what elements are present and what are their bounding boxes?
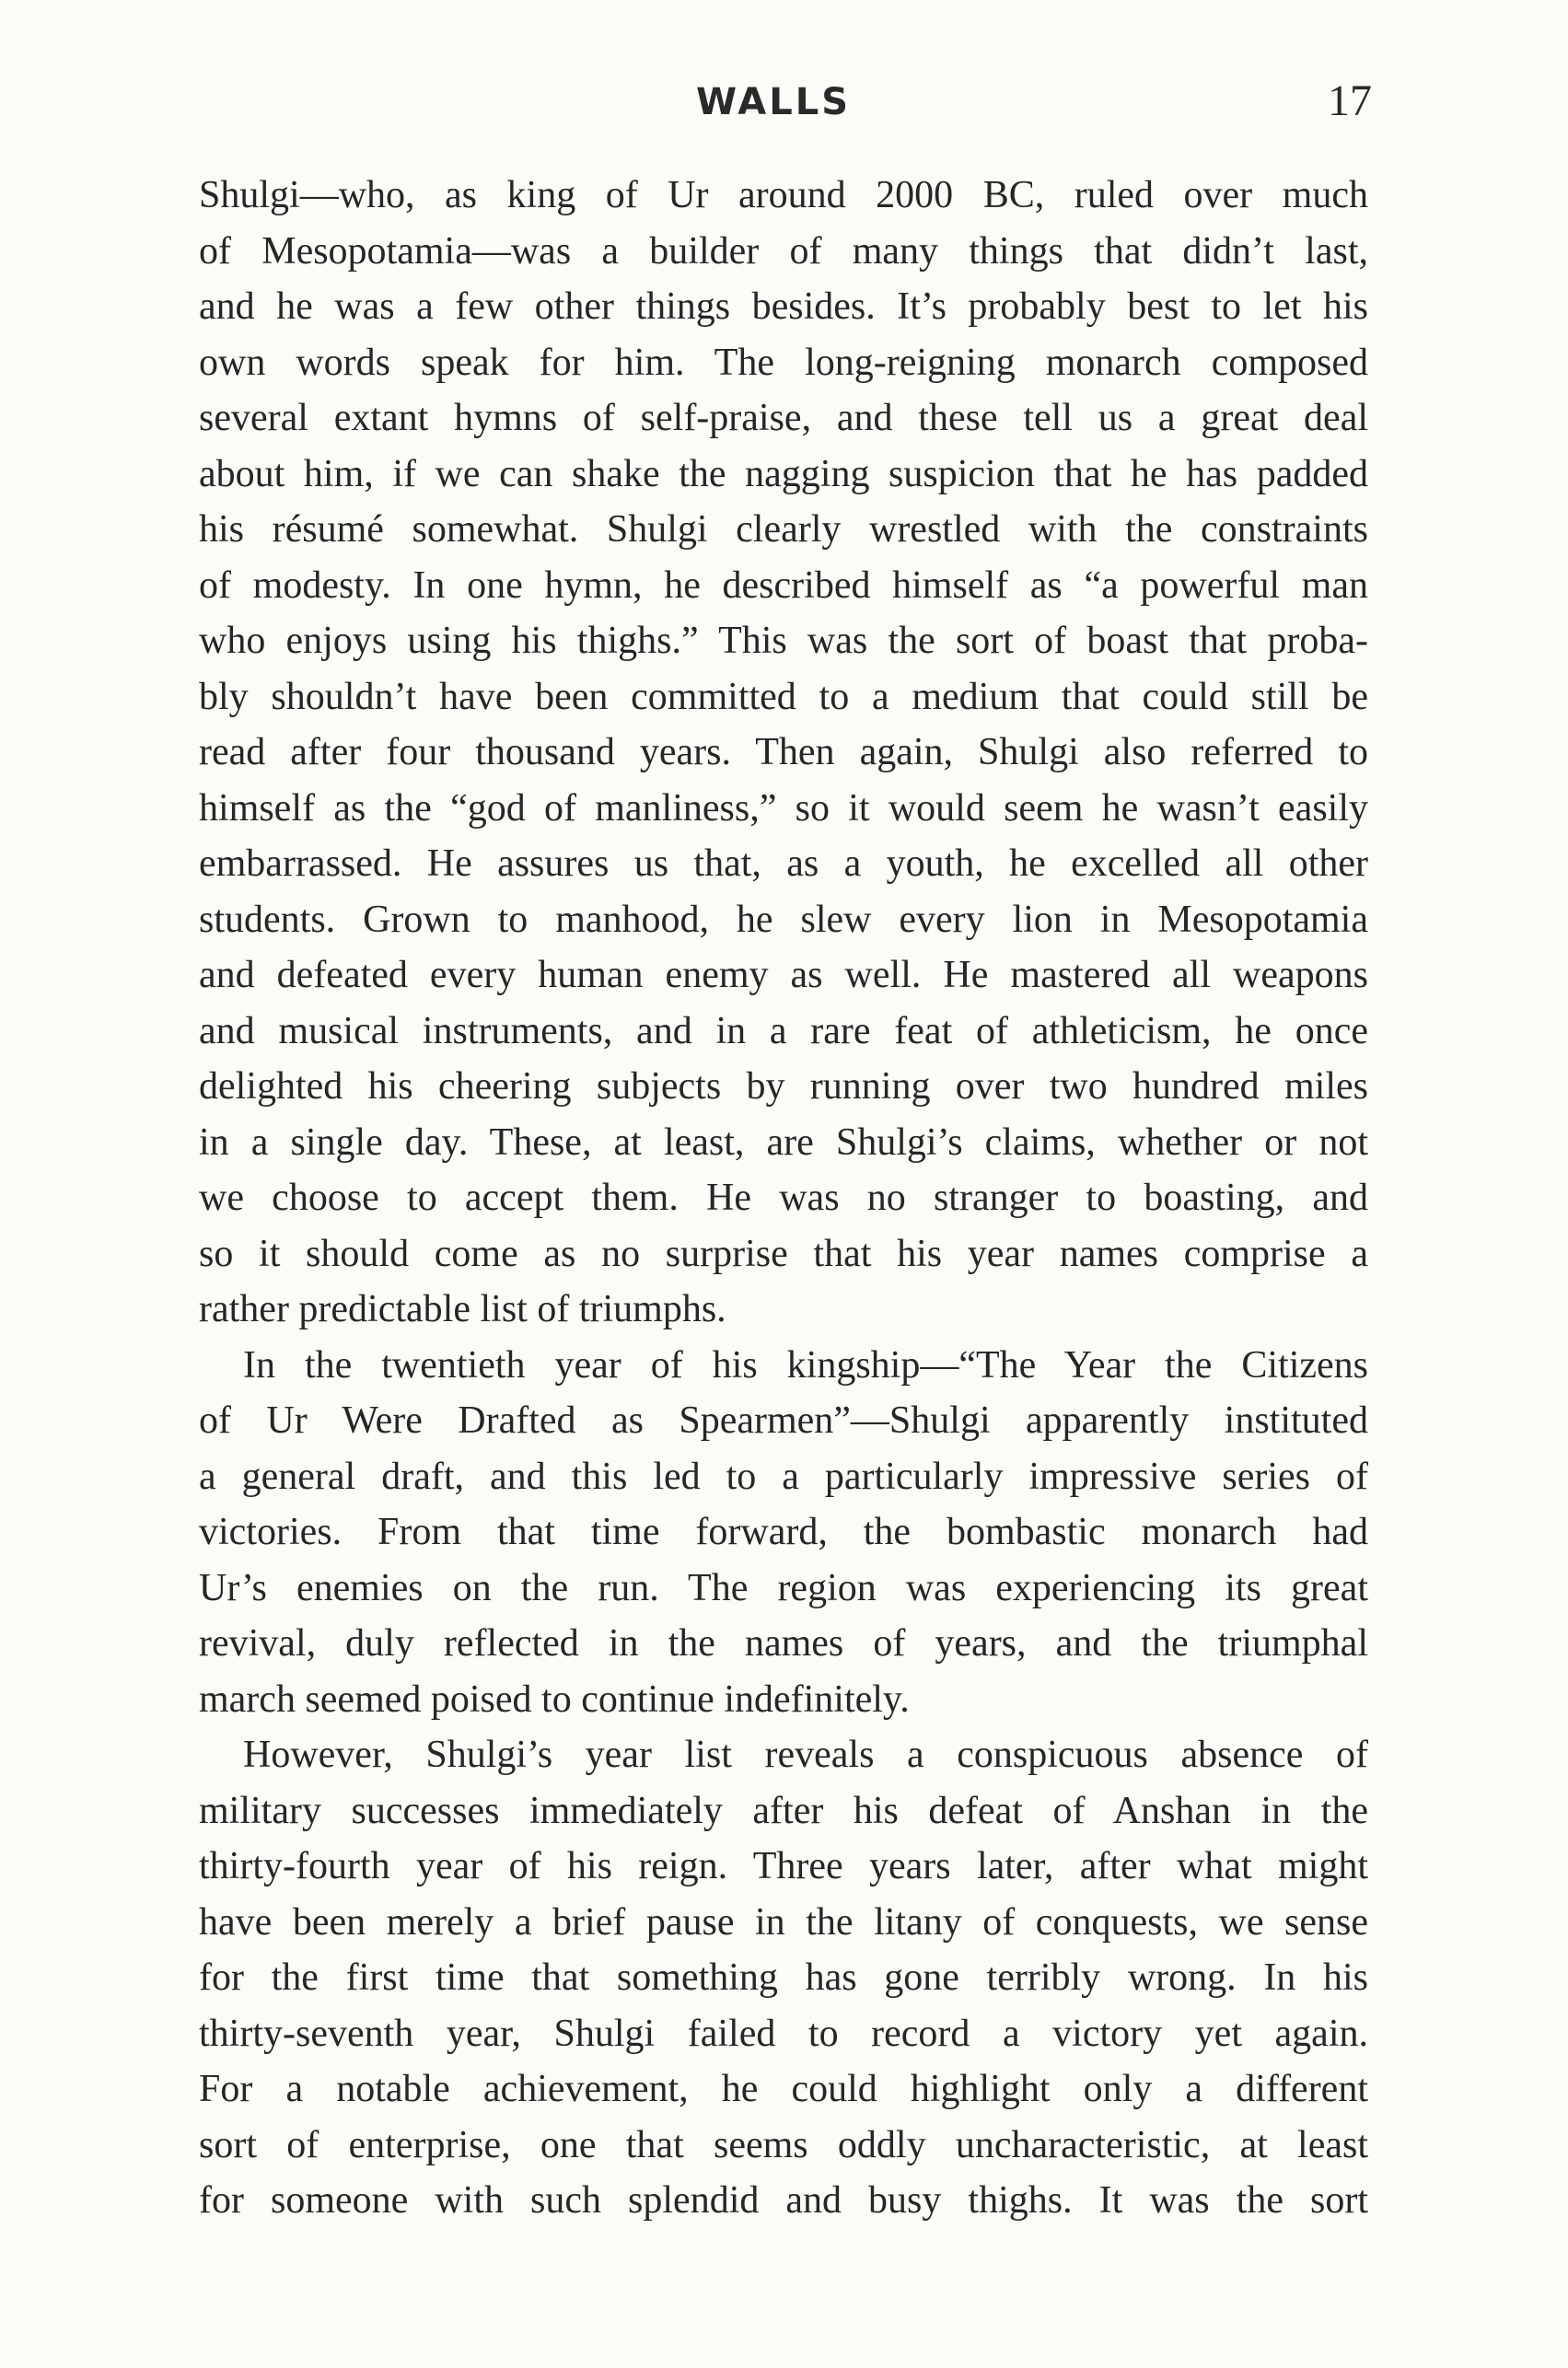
text-line: in a single day. These, at least, are Shulgi’s claims, whether or not (199, 1120, 1368, 1164)
text-line: and he was a few other things besides. It’s probably best to let his (199, 285, 1368, 328)
text-line: about him, if we can shake the nagging suspicion that he has padded (199, 452, 1368, 495)
text-line: have been merely a brief pause in the litany of conquests, we sense (199, 1900, 1368, 1944)
text-line: embarrassed. He assures us that, as a youth, he excelled all other (199, 842, 1368, 885)
text-line: victories. From that time forward, the bombastic monarch had (199, 1511, 1368, 1553)
text-line: read after four thousand years. Then again, Shulgi also referred to (199, 731, 1368, 773)
text-line: However, Shulgi’s year list reveals a conspicuous absence of (243, 1734, 1368, 1776)
text-line: revival, duly reflected in the names of years, and the triumphal (199, 1622, 1368, 1665)
chapter-title: WALLS (695, 81, 852, 123)
text-line: and musical instruments, and in a rare feat of athleticism, he once (199, 1009, 1368, 1052)
text-line: military successes immediately after his defeat of Anshan in the (199, 1789, 1368, 1832)
text-line: In the twentieth year of his kingship—“The Year the Citizens (243, 1343, 1368, 1387)
text-line: for the first time that something has gone terribly wrong. In his (199, 1956, 1368, 1999)
text-line: of Mesopotamia—was a builder of many things that didn’t last, (199, 229, 1368, 273)
text-line: own words speak for him. The long-reigning monarch composed (199, 341, 1368, 384)
text-line: a general draft, and this led to a particularly impressive series of (199, 1455, 1368, 1498)
text-line: himself as the “god of manliness,” so it would seem he wasn’t easily (199, 786, 1368, 830)
text-line: Shulgi—who, as king of Ur around 2000 BC, ruled over much (199, 174, 1368, 216)
text-line: thirty-fourth year of his reign. Three years later, after what might (199, 1845, 1368, 1887)
text-line: bly shouldn’t have been committed to a medium that could still be (199, 675, 1368, 718)
text-line: who enjoys using his thighs.” This was the sort of boast that proba- (199, 620, 1368, 662)
text-line: For a notable achievement, he could highlight only a different (199, 2068, 1368, 2110)
body-text (199, 168, 1368, 2229)
text-line: delighted his cheering subjects by running over two hundred miles (199, 1065, 1368, 1108)
text-line: of Ur Were Drafted as Spearmen”—Shulgi apparently instituted (199, 1399, 1368, 1442)
text-line: several extant hymns of self-praise, and these tell us a great deal (199, 397, 1368, 439)
text-line: thirty-seventh year, Shulgi failed to record a victory yet again. (199, 2012, 1368, 2055)
text-line: march seemed poised to continue indefinitely. (199, 1677, 910, 1721)
running-head (175, 75, 1372, 131)
text-line: we choose to accept them. He was no stranger to boasting, and (199, 1177, 1368, 1219)
text-line: his résumé somewhat. Shulgi clearly wrestled with the constraints (199, 508, 1368, 551)
text-line: students. Grown to manhood, he slew every lion in Mesopotamia (199, 898, 1368, 941)
page-number: 17 (1328, 76, 1372, 125)
text-line: rather predictable list of triumphs. (199, 1288, 726, 1330)
text-line: and defeated every human enemy as well. He mastered all weapons (199, 954, 1368, 996)
text-line: so it should come as no surprise that his year names comprise a (199, 1232, 1368, 1275)
text-line: sort of enterprise, one that seems oddly uncharacteristic, at least (199, 2123, 1368, 2166)
text-line: Ur’s enemies on the run. The region was experiencing its great (199, 1566, 1368, 1609)
text-line: for someone with such splendid and busy thighs. It was the sort (199, 2179, 1368, 2222)
text-line: of modesty. In one hymn, he described himself as “a powerful man (199, 563, 1368, 607)
